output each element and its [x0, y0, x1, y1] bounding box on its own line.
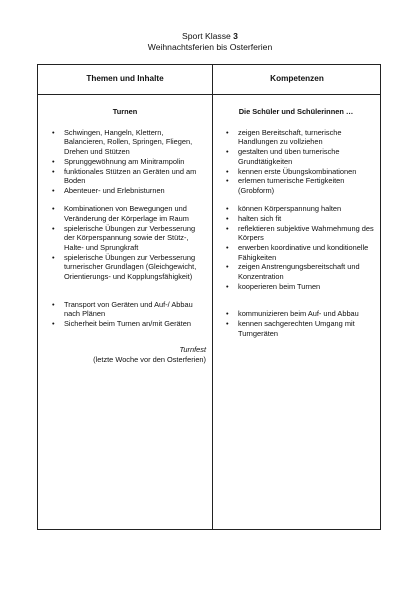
competencies-group-3: [226, 309, 376, 338]
list-item: • halten sich fit: [226, 214, 376, 224]
page-title: [0, 31, 420, 42]
grade-number: 3: [233, 31, 238, 41]
list-item: • spielerische Übungen zur Verbesserung der Körperspannung sowie der Stütz-, Halte- und Sprungkraft: [52, 224, 206, 253]
list-item: • zeigen Bereitschaft, turnerische Handlungen zu vollziehen: [226, 128, 376, 147]
turnfest-note: [52, 345, 206, 364]
list-item: • reflektieren subjektive Wahrnehmung des Körpers: [226, 224, 376, 243]
topics-column: [52, 107, 206, 364]
list-item: • Kombinationen von Bewegungen und Veränderung der Körperlage im Raum: [52, 204, 206, 223]
list-item: • gestalten und üben turnerische Grundtätigkeiten: [226, 147, 376, 166]
list-item: • zeigen Anstrengungsbereitschaft und Konzentration: [226, 262, 376, 281]
title-prefix: Sport Klasse: [182, 31, 231, 41]
column-divider: [212, 65, 213, 529]
competencies-group-2: [226, 204, 376, 291]
topics-group-3: [52, 300, 206, 329]
topics-group-2: [52, 204, 206, 282]
list-item: • Sicherheit beim Turnen an/mit Geräten: [52, 319, 206, 329]
competencies-group-1: [226, 128, 376, 196]
list-item: • können Körperspannung halten: [226, 204, 376, 214]
list-item: • kennen sachgerechten Umgang mit Turngeräten: [226, 319, 376, 338]
turnfest-timing: (letzte Woche vor den Osterferien): [93, 354, 206, 364]
column-heading-topics: Themen und Inhalte: [86, 74, 164, 83]
header-divider: [38, 94, 380, 95]
curriculum-table: [37, 64, 381, 530]
column-heading-competencies: Kompetenzen: [270, 74, 324, 83]
list-item: • Schwingen, Hangeln, Klettern, Balancieren, Rollen, Springen, Fliegen, Drehen und Stützen: [52, 128, 206, 157]
list-item: • erwerben koordinative und konditionelle Fähigkeiten: [226, 243, 376, 262]
topics-group-1: [52, 128, 206, 196]
list-item: • Sprunggewöhnung am Minitrampolin: [52, 157, 206, 167]
competencies-column: [226, 107, 376, 347]
list-item: • kooperieren beim Turnen: [226, 282, 376, 292]
list-item: • Abenteuer- und Erlebnisturnen: [52, 186, 206, 196]
list-item: • erlernen turnerische Fertigkeiten (Grobform): [226, 176, 376, 195]
list-item: • kommunizieren beim Auf- und Abbau: [226, 309, 376, 319]
list-item: • kennen erste Übungskombinationen: [226, 167, 376, 177]
list-item: • funktionales Stützen an Geräten und am Boden: [52, 167, 206, 186]
list-item: • Transport von Geräten und Auf-/ Abbau nach Plänen: [52, 300, 206, 319]
competencies-subheading: Die Schüler und Schülerinnen …: [238, 107, 354, 116]
period-subtitle: Weihnachtsferien bis Osterferien: [147, 42, 273, 52]
topics-subheading: Turnen: [112, 107, 138, 116]
list-item: • spielerische Übungen zur Verbesserung turnerischer Grundlagen (Gleichgewicht, Orientierungs- und Kopplungsfähigkeit): [52, 253, 206, 282]
turnfest-label: Turnfest: [179, 344, 206, 354]
